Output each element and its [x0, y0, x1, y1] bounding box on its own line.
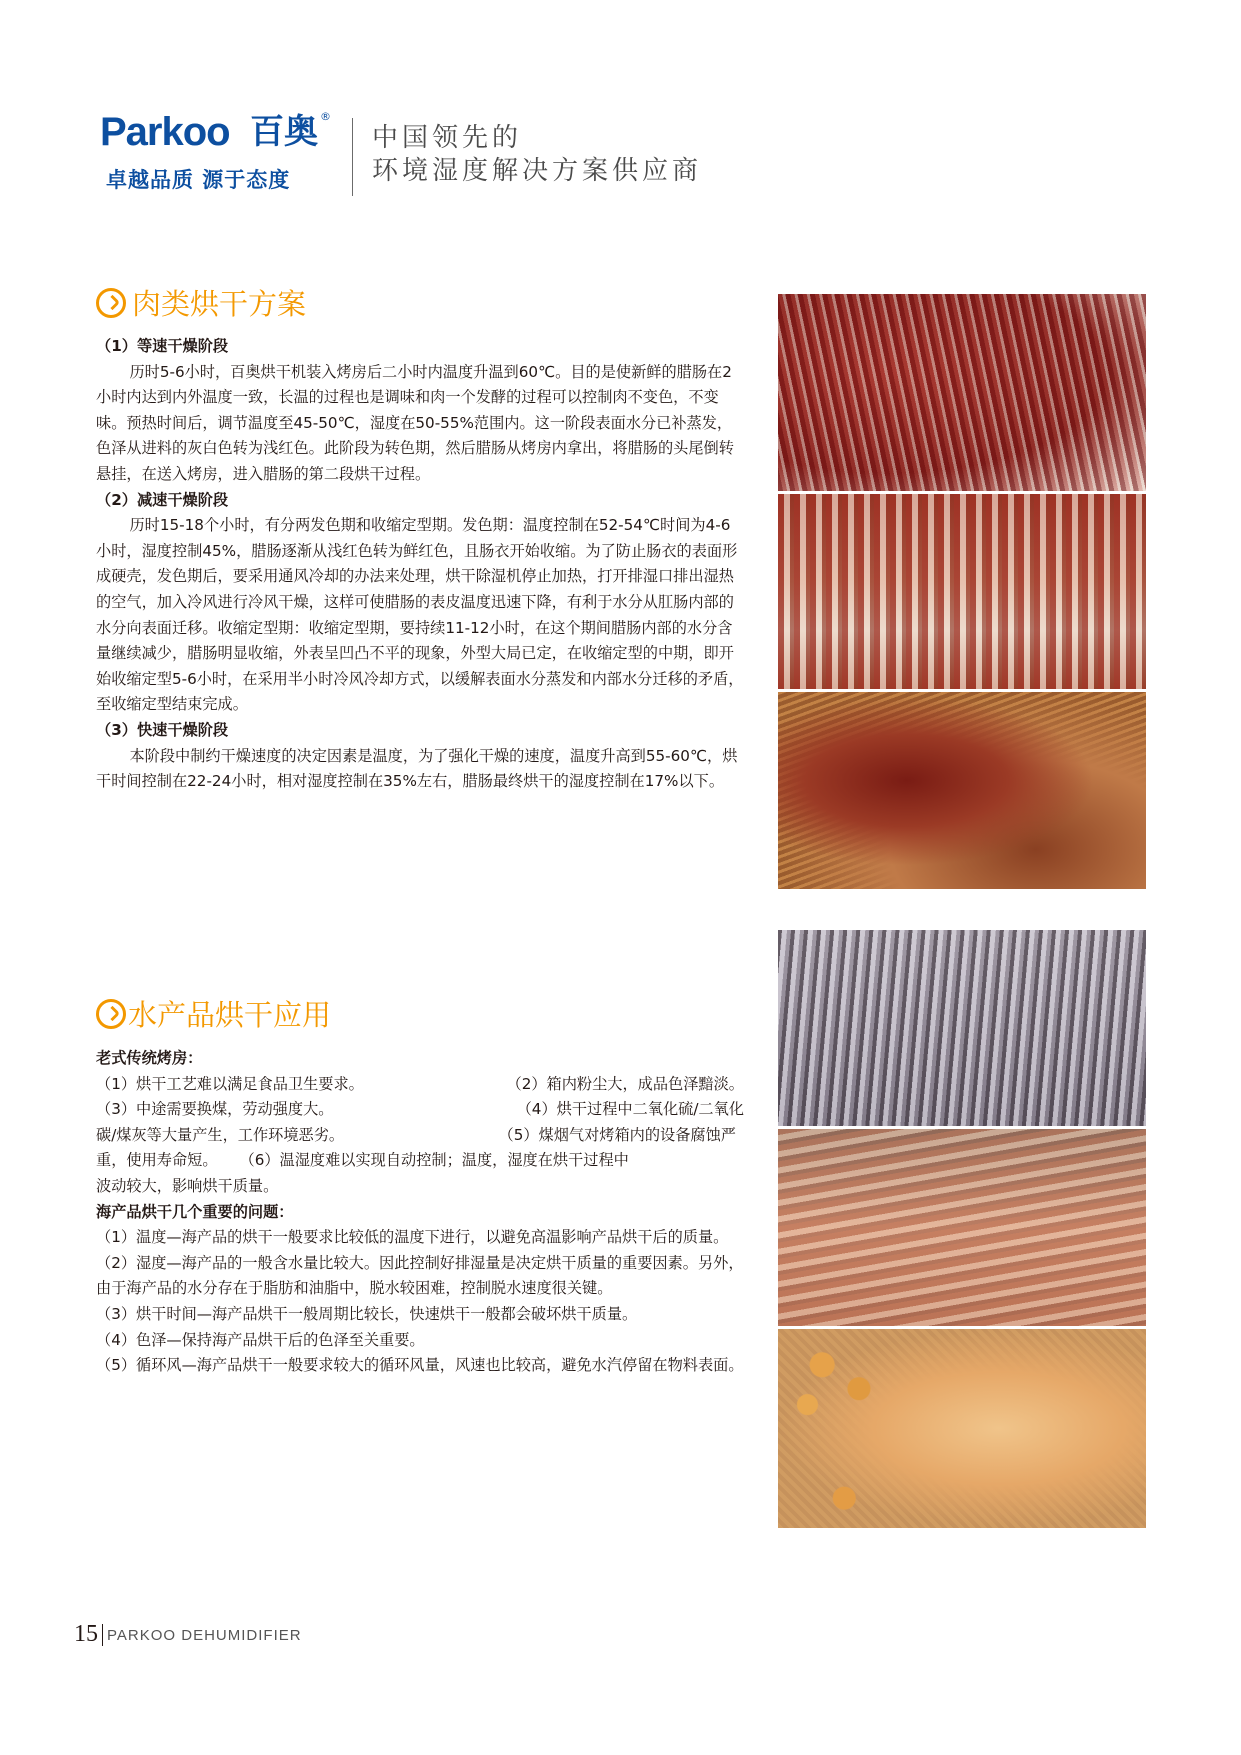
meat-section-body: [96, 334, 744, 795]
tagline-line-1: 中国领先的: [372, 123, 523, 153]
seafood-issue-2: （2）湿度—海产品的一般含水量比较大。因此控制好排湿量是决定烘干质量的重要因素。另外，由于海产品的水分存在于脂肪和油脂中，脱水较困难，控制脱水速度很关键。: [96, 1253, 744, 1298]
old-oven-issue-6a: （6）温湿度难以实现自动控制；温度，湿度在烘干过程中: [239, 1151, 629, 1170]
stage2-text: 历时15-18个小时，有分两发色期和收缩定型期。发色期：温度控制在52-54℃时间为4-6小时，湿度控制45%，腊肠逐渐从浅红色转为鲜红色，且肠衣开始收缩。为了防止肠衣的表面形成硬壳，发色期后，要采用通风冷却的办法来处理，烘干除湿机停止加热，打开排湿口排出湿热的空气，加入冷风进行冷风干燥，这样可使腊肠的表皮温度迅速下降，有利于水分从肛肠内部的水分向表面迁移。收缩定型期：收缩定型期，要持续11-12小时，在这个期间腊肠内部的水分含量继续减少，腊肠明显收缩，外表呈凹凸不平的现象，外型大局已定，在收缩定型的中期，即开始收缩定型5-6小时，在采用半小时冷风冷却方式，以缓解表面水分蒸发和内部水分迁移的矛盾，至收缩定型结束完成。: [96, 516, 744, 714]
old-oven-heading: 老式传统烤房：: [96, 1049, 203, 1067]
dried-fish-slices-photo: [778, 1129, 1146, 1326]
brand-slogan: 卓越品质 源于态度: [106, 168, 291, 192]
old-oven-issue-4a: （4）烘干过程中二氧化硫/二氧化: [516, 1100, 744, 1119]
old-oven-issue-3: （3）中途需要换煤，劳动强度大。: [96, 1100, 334, 1119]
cured-meat-closeup-photo: [778, 692, 1146, 889]
logo-chinese-name: 百奥: [250, 112, 318, 152]
old-oven-issue-4b: 碳/煤灰等大量产生，工作环境恶劣。: [96, 1125, 345, 1144]
seafood-issue-4: （4）色泽—保持海产品烘干后的色泽至关重要。: [96, 1330, 425, 1349]
old-oven-row-2: [96, 1097, 744, 1123]
seafood-issue-3: （3）烘干时间—海产品烘干一般周期比较长，快速烘干一般都会破坏烘干质量。: [96, 1304, 638, 1323]
stage3-heading: （3）快速干燥阶段: [96, 720, 229, 739]
page-number: 15: [74, 1621, 98, 1647]
dried-fish-rows-photo: [778, 930, 1146, 1126]
old-oven-issue-2: （2）箱内粉尘大，成品色泽黯淡。: [506, 1074, 744, 1093]
tagline-line-2: 环境湿度解决方案供应商: [372, 156, 703, 186]
old-oven-row-3: [96, 1123, 744, 1149]
header: [100, 110, 800, 200]
seafood-issue-1: （1）温度—海产品的烘干一般要求比较低的温度下进行，以避免高温影响产品烘干后的质量。: [96, 1228, 729, 1247]
old-oven-row-1: [96, 1072, 744, 1098]
stage2-heading: （2）减速干燥阶段: [96, 490, 229, 509]
old-oven-issue-5b: 重，使用寿命短。: [96, 1151, 218, 1170]
chevron-circle-icon: [96, 999, 126, 1029]
old-oven-issue-6b: 波动较大，影响烘干质量。: [96, 1176, 279, 1195]
aquatic-section-title: 水产品烘干应用: [128, 998, 332, 1032]
stage1-heading: （1）等速干燥阶段: [96, 337, 229, 355]
header-divider: [352, 118, 353, 196]
company-tagline: [372, 122, 792, 188]
seafood-issues-heading: 海产品烘干几个重要的问题：: [96, 1202, 294, 1221]
logo-wordmark: Parkoo: [100, 110, 230, 154]
old-oven-issue-5a: （5）煤烟气对烤箱内的设备腐蚀严: [498, 1125, 736, 1144]
footer-label: PARKOO DEHUMIDIFIER: [107, 1627, 302, 1644]
footer-divider: [102, 1624, 103, 1646]
aquatic-section-body: [96, 1046, 744, 1379]
sausage-bundles-photo: [778, 294, 1146, 491]
seafood-issue-5: （5）循环风—海产品烘干一般要求较大的循环风量，风速也比较高，避免水汽停留在物料表面。: [96, 1356, 744, 1375]
meat-section-title: 肉类烘干方案: [132, 287, 307, 321]
chevron-circle-icon: [96, 288, 126, 318]
registered-mark: ®: [320, 110, 331, 123]
stage3-text: 本阶段中制约干燥速度的决定因素是温度，为了强化干燥的速度，温度升高到55-60℃，烘干时间控制在22-24小时，相对湿度控制在35%左右，腊肠最终烘干的湿度控制在17%以下。: [96, 746, 738, 791]
stage1-text: 历时5-6小时，百奥烘干机装入烤房后二小时内温度升温到60℃。目的是使新鲜的腊肠在2小时内达到内外温度一致，长温的过程也是调味和肉一个发酵的过程可以控制肉不变色，不变味。预热时间后，调节温度至45-50℃，湿度在50-55%范围内。这一阶段表面水分已补蒸发，色泽从进料的灰白色转为浅红色。此阶段为转色期，然后腊肠从烤房内拿出，将腊肠的头尾倒转悬挂，在送入烤房，进入腊肠的第二段烘干过程。: [96, 362, 734, 483]
hanging-cured-meat-photo: [778, 494, 1146, 689]
old-oven-issue-1: （1）烘干工艺难以满足食品卫生要求。: [96, 1074, 364, 1093]
dried-seafood-scallops-photo: [778, 1329, 1146, 1528]
old-oven-row-4: [96, 1148, 744, 1174]
